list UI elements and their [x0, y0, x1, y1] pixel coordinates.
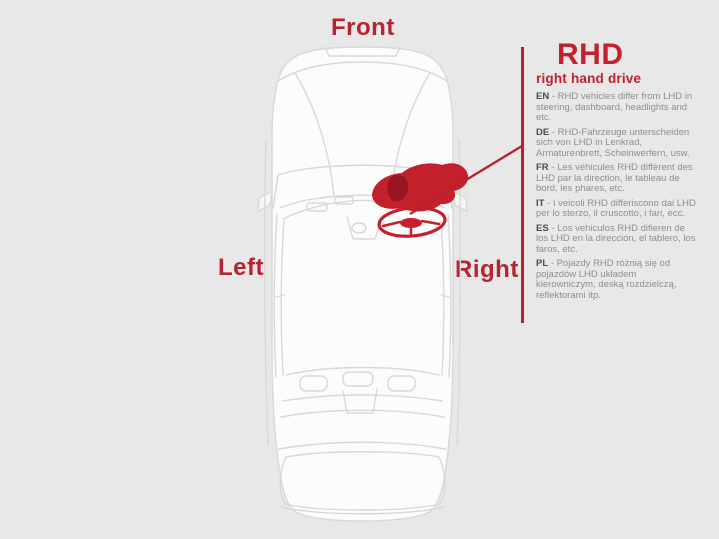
entry-fr-tag: FR [536, 162, 549, 173]
entry-pl [536, 259, 698, 301]
entry-separator: - [548, 258, 557, 269]
label-front: Front [331, 14, 395, 41]
car-body-outline [258, 47, 467, 521]
label-left: Left [218, 254, 264, 281]
entry-fr [536, 163, 698, 195]
entry-de-text: RHD-Fahrzeuge unterscheiden sich von LHD in Lenkrad, Armaturenbrett, Scheinwerfern, usw. [536, 126, 690, 159]
entry-pl-text: Pojazdy RHD różnią się od pojazdów LHD układem kierowniczym, deską rozdzielczą, reflektorami itp. [536, 258, 677, 301]
entry-it-tag: IT [536, 197, 545, 209]
entry-it [536, 199, 698, 220]
entry-it-text: I veicoli RHD differiscono dai LHD per lo sterzo, il cruscotto, i fari, ecc. [536, 197, 696, 219]
entry-separator: - [544, 197, 553, 209]
entry-en-tag: EN [536, 91, 550, 102]
label-right: Right [455, 256, 519, 283]
entry-es-text: Los vehiculos RHD difieren de los LHD en la dirección, el tablero, los faros, etc. [536, 222, 696, 255]
entry-es-tag: ES [536, 222, 549, 234]
car-top-view [255, 45, 470, 523]
entry-pl-tag: PL [536, 258, 549, 269]
entry-en-text: RHD vehicles differ from LHD in steering, dashboard, headlights and etc. [536, 91, 693, 123]
entry-es [536, 224, 698, 256]
entry-separator: - [548, 222, 558, 234]
entry-en [536, 92, 698, 124]
rhd-info-panel [536, 40, 702, 305]
entry-de-tag: DE [536, 126, 550, 138]
panel-subtitle: right hand drive [536, 71, 642, 86]
panel-accent-bar [521, 47, 524, 323]
entry-fr-text: Les véhicules RHD diffèrent des LHD par la direction, le tableau de bord, les phares, etc. [536, 162, 693, 194]
panel-title: RHD [557, 38, 624, 71]
entry-separator: - [548, 162, 558, 173]
entry-separator: - [549, 91, 558, 102]
entry-separator: - [549, 126, 558, 138]
entry-de [536, 128, 698, 160]
